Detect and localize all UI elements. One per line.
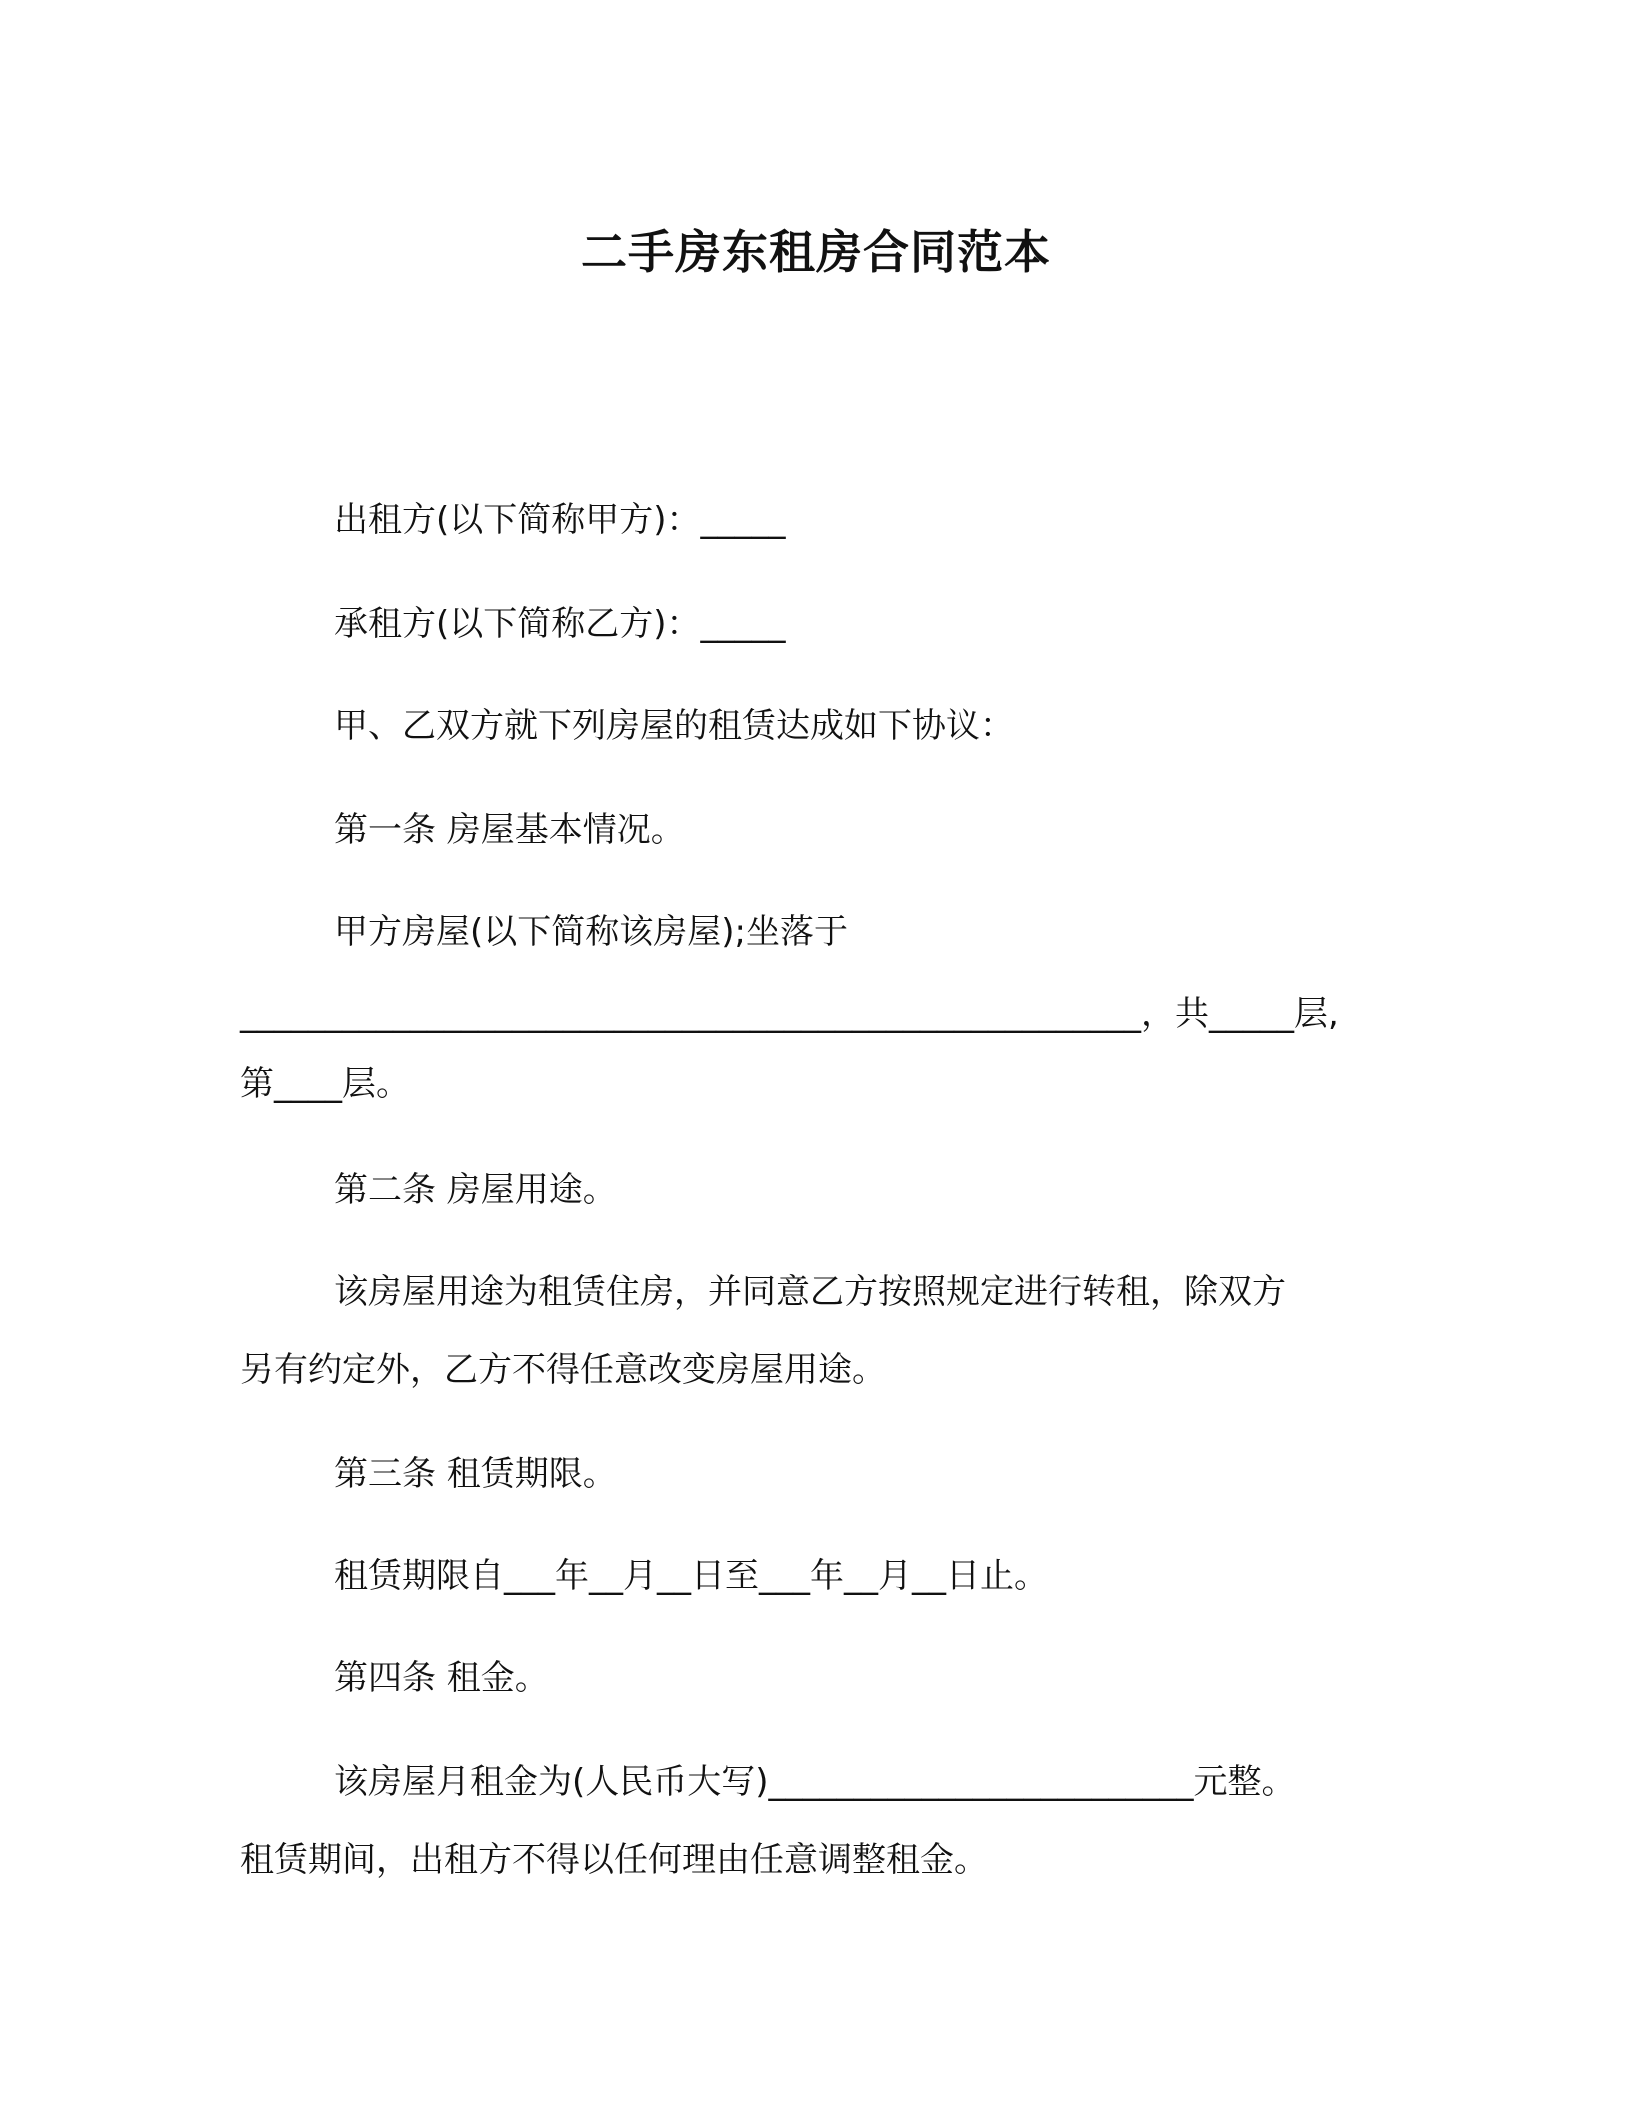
article-4-heading: 第四条 租金。 <box>334 1658 549 1698</box>
article-1-text: 甲方房屋(以下简称该房屋);坐落于 <box>334 912 848 952</box>
article-2-text-1: 该房屋用途为租赁住房，并同意乙方按照规定进行转租，除双方 <box>334 1272 1286 1312</box>
article-3-heading: 第三条 租赁期限。 <box>334 1454 617 1494</box>
article-2-heading: 第二条 房屋用途。 <box>334 1170 617 1210</box>
article-2-text-2: 另有约定外，乙方不得任意改变房屋用途。 <box>240 1350 886 1390</box>
lessor-line: 出租方(以下简称甲方)：_____ <box>334 500 786 540</box>
lease-term-line: 租赁期限自___年__月__日至___年__月__日止。 <box>334 1556 1048 1596</box>
document-title: 二手房东租房合同范本 <box>581 225 1051 279</box>
rent-amount-line: 该房屋月租金为(人民币大写)_________________________元整。 <box>334 1762 1296 1802</box>
agreement-intro: 甲、乙双方就下列房屋的租赁达成如下协议： <box>334 706 1014 746</box>
article-1-heading: 第一条 房屋基本情况。 <box>334 810 685 850</box>
address-line: _____________________________________________________，共_____层, <box>240 994 1339 1034</box>
rent-adjust-line: 租赁期间，出租方不得以任何理由任意调整租金。 <box>240 1840 988 1880</box>
floor-line: 第____层。 <box>240 1064 410 1104</box>
lessee-line: 承租方(以下简称乙方)：_____ <box>334 604 786 644</box>
